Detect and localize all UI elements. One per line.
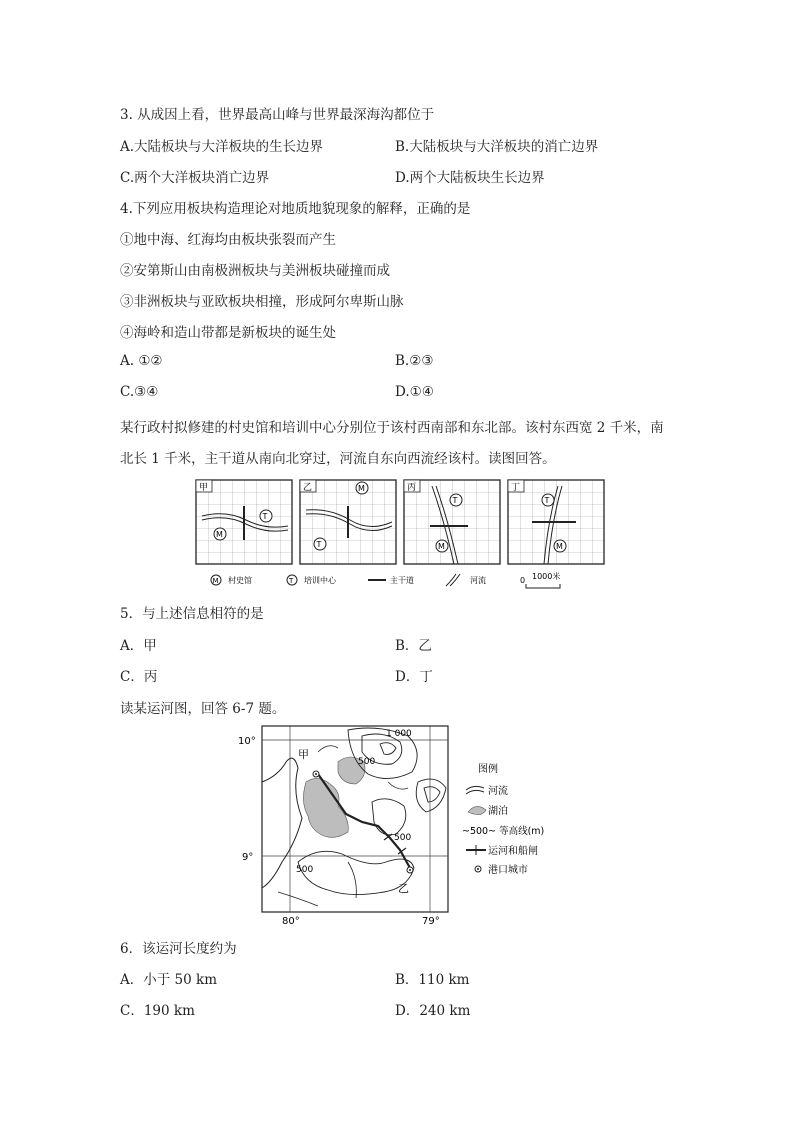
label-yi: 乙 (398, 882, 409, 895)
legend-title: 图例 (478, 764, 498, 775)
t-symbol: T (262, 512, 268, 521)
legend-scale-value: 1000米 (532, 572, 561, 581)
lat-bottom-label: 9° (242, 852, 254, 863)
q4-option-b: B.②③ (395, 353, 434, 369)
q5-option-c: C．丙 (120, 669, 158, 685)
q6-stem: 6．该运河长度约为 (120, 941, 237, 957)
village-grid-figure (190, 476, 620, 592)
lon-right-label: 79° (422, 916, 440, 927)
canal-map-legend (462, 762, 544, 876)
passage1-line1: 某行政村拟修建的村史馆和培训中心分别位于该村西南部和东北部。该村东西宽 2 千米，南 (120, 420, 664, 436)
q3-stem: 3. 从成因上看，世界最高山峰与世界最深海沟都位于 (120, 107, 435, 123)
q4-statement-3: ③非洲板块与亚欧板块相撞，形成阿尔卑斯山脉 (120, 294, 404, 310)
label-jia: 甲 (298, 748, 309, 761)
passage1-line2: 北长 1 千米，主干道从南向北穿过，河流自东向西流经该村。读图回答。 (120, 451, 556, 467)
t-symbol: T (316, 540, 322, 549)
legend-canal-river: 河流 (488, 786, 508, 797)
q4-statement-4: ④海岭和造山带都是新板块的诞生处 (120, 325, 336, 341)
panel-yi (300, 480, 396, 564)
q6-option-c: C．190 km (120, 1003, 195, 1019)
lon-left-label: 80° (282, 916, 300, 927)
panel-ding-label: 丁 (511, 483, 521, 493)
m-symbol: M (438, 542, 445, 551)
m-symbol: M (212, 577, 219, 585)
panel-jia-label: 甲 (199, 483, 209, 493)
t-symbol: T (452, 496, 458, 505)
panel-bing-label: 丙 (407, 483, 417, 493)
m-symbol: M (556, 542, 563, 551)
m-symbol: M (216, 530, 223, 539)
q6-option-a: A．小于 50 km (120, 972, 217, 988)
contour-500-label-a: 500 (358, 757, 376, 767)
grid-legend (211, 571, 560, 588)
q4-stem: 4.下列应用板块构造理论对地质地貌现象的解释，正确的是 (120, 201, 471, 217)
legend-museum: 村史馆 (228, 576, 252, 585)
panel-ding (508, 480, 604, 564)
legend-canal: 运河和船闸 (488, 846, 538, 857)
q3-option-b: B.大陆板块与大洋板块的消亡边界 (395, 139, 599, 155)
panel-jia (196, 480, 292, 564)
t-symbol: T (289, 577, 294, 585)
q5-stem: 5．与上述信息相符的是 (120, 606, 264, 622)
q4-statement-1: ①地中海、红海均由板块张裂而产生 (120, 232, 336, 248)
q4-option-d: D.①④ (395, 384, 434, 400)
q4-option-a: A. ①② (120, 353, 163, 369)
canal-map (238, 722, 568, 928)
q6-option-b: B．110 km (395, 972, 470, 988)
panel-yi-label: 乙 (303, 483, 313, 493)
q4-option-c: C.③④ (120, 384, 159, 400)
legend-port: 港口城市 (488, 865, 528, 876)
q3-option-d: D.两个大陆板块生长边界 (395, 170, 545, 186)
q5-option-a: A．甲 (120, 638, 157, 654)
contour-500-label-c: 500 (296, 865, 314, 875)
lat-top-label: 10° (238, 736, 256, 747)
legend-training: 培训中心 (304, 576, 336, 585)
q4-statement-2: ②安第斯山由南极洲板块与美洲板块碰撞而成 (120, 263, 390, 279)
legend-river: 河流 (470, 576, 486, 585)
contour-500-label-b: 500 (394, 833, 412, 843)
legend-contour: ~500~ 等高线(m) (462, 826, 545, 837)
q5-option-d: D．丁 (395, 669, 433, 685)
panel-bing (404, 480, 500, 564)
q3-option-c: C.两个大洋板块消亡边界 (120, 170, 270, 186)
t-symbol: T (544, 496, 550, 505)
q3-option-a: A.大陆板块与大洋板块的生长边界 (120, 139, 324, 155)
q5-option-b: B．乙 (395, 638, 432, 654)
q6-option-d: D．240 km (395, 1003, 471, 1019)
legend-road: 主干道 (390, 576, 414, 585)
contour-1000-label: 1 000 (386, 729, 412, 739)
passage2: 读某运河图，回答 6-7 题。 (120, 701, 286, 717)
legend-scale-zero: 0 (520, 576, 526, 585)
legend-lake: 湖泊 (488, 806, 508, 817)
m-symbol: M (358, 484, 365, 493)
